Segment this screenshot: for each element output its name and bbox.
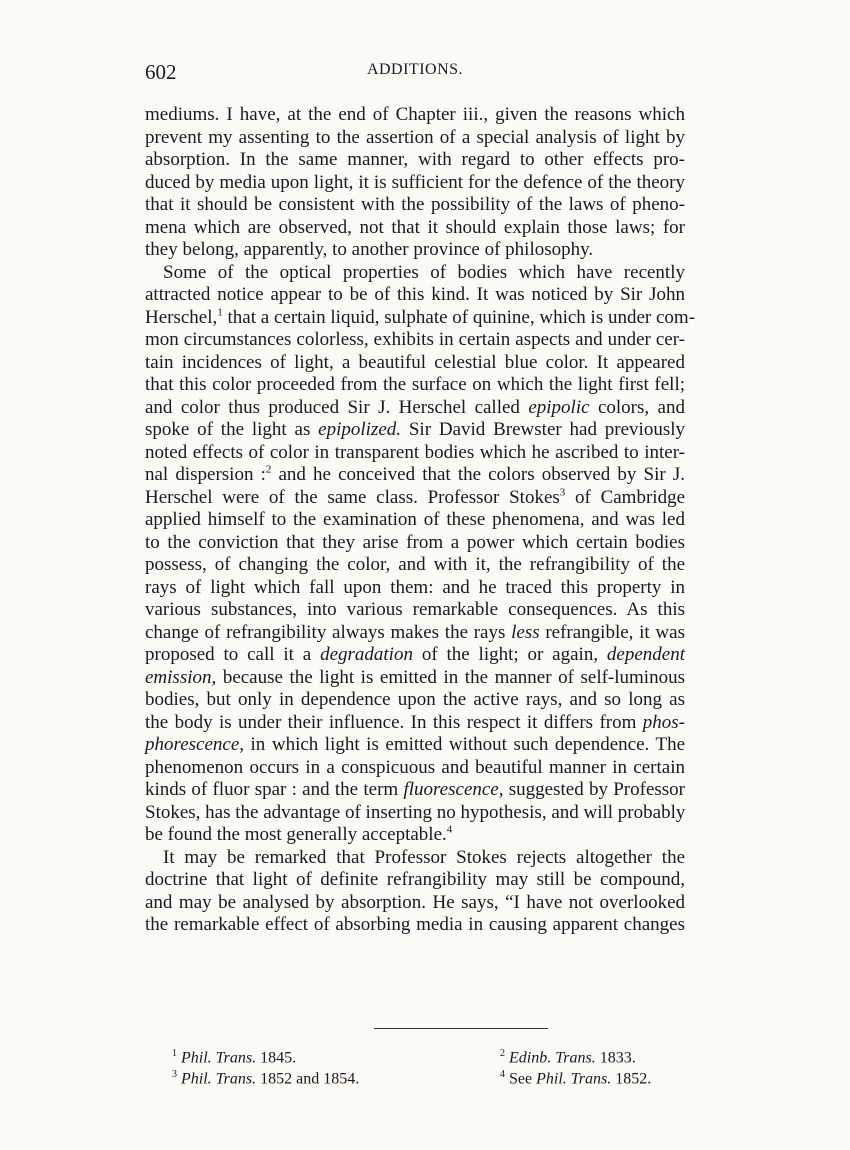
text-line: Some of the optical properties of bodies which have recently — [163, 261, 685, 283]
footnote-reference: 2 — [265, 463, 272, 476]
footnote-2: $^2$ Edinb. Trans. 1833. — [500, 1048, 636, 1067]
italic-text: epipolized. — [318, 419, 402, 440]
italic-text: Phil. Trans. — [536, 1070, 612, 1088]
text-line: duced by media upon light, it is sufficient for the defence of the theory — [145, 171, 685, 193]
footnote-1: $^1$ Phil. Trans. 1845. — [172, 1048, 297, 1067]
text-line: applied himself to the examination of these phenomena, and was led — [145, 509, 685, 530]
text-line: spoke of the light as epipolized. Sir David Brewster had previously — [145, 419, 686, 440]
text-line: emission, because the light is emitted in the manner of self-luminous — [145, 666, 685, 688]
text-line: Stokes, has the advantage of inserting no hypothesis, and will probably — [145, 801, 686, 823]
text-line: to the conviction that they arise from a power which certain bodies — [145, 531, 685, 553]
text-line: be found the most generally acceptable.$^4$ — [145, 823, 453, 845]
text-line: bodies, but only in dependence upon the active rays, and so long as — [145, 689, 685, 710]
footnote-reference: 4 — [446, 823, 453, 836]
running-head: ADDITIONS. — [366, 61, 464, 78]
footnote-mark: 2 — [500, 1048, 505, 1059]
text-line: the body is under their influence. In this respect it differs from phos- — [145, 711, 685, 733]
text-line: attracted notice appear to be of this kind. It was noticed by Sir John — [145, 284, 685, 305]
text-line: that it should be consistent with the possibility of the laws of pheno- — [145, 194, 685, 215]
text-line: absorption. In the same manner, with regard to other effects pro- — [145, 149, 685, 170]
text-line: prevent my assenting to the assertion of a special analysis of light by — [145, 126, 685, 148]
text-line: rays of light which fall upon them: and he traced this property in — [145, 576, 685, 598]
text-line: various substances, into various remarkable consequences. As this — [145, 599, 685, 620]
page-number: 602 — [145, 60, 177, 84]
italic-text: fluorescence, — [403, 779, 504, 800]
italic-text: epipolic — [528, 396, 590, 418]
text-line: the remarkable effect of absorbing media in causing apparent changes — [145, 914, 685, 935]
italic-text: Phil. Trans. — [181, 1070, 257, 1088]
italic-text: phos- — [642, 711, 685, 733]
footnote-mark: 3 — [172, 1069, 177, 1080]
page-header — [145, 60, 685, 86]
italic-text: phorescence, — [145, 734, 244, 755]
italic-text: less — [511, 621, 540, 643]
text-line: mena which are observed, not that it should explain those laws; for — [145, 216, 685, 238]
footnote-mark: 4 — [500, 1069, 505, 1080]
footnote-rule — [374, 1028, 548, 1029]
italic-text: emission, — [145, 666, 217, 688]
text-line: mon circumstances colorless, exhibits in certain aspects and under cer- — [145, 329, 685, 350]
body-text — [145, 104, 696, 937]
footnote-4: $^4$ See Phil. Trans. 1852. — [500, 1069, 652, 1088]
paragraph — [145, 261, 696, 847]
text-line: noted effects of color in transparent bodies which he ascribed to inter- — [145, 441, 685, 463]
italic-text: Phil. Trans. — [181, 1049, 257, 1067]
paragraph — [145, 847, 685, 937]
text-line: tain incidences of light, a beautiful celestial blue color. It appeared — [145, 351, 685, 373]
text-line: nal dispersion :$^2$ and he conceived that the colors observed by Sir J. — [145, 463, 685, 485]
italic-text: Edinb. Trans. — [509, 1049, 596, 1067]
text-line: It may be remarked that Professor Stokes rejects altogether the — [163, 846, 685, 868]
text-line: doctrine that light of definite refrangibility may still be compound, — [145, 869, 685, 890]
text-line: phenomenon occurs in a conspicuous and beautiful manner in certain — [145, 756, 685, 778]
text-line: and may be analysed by absorption. He says, “I have not overlooked — [145, 891, 685, 913]
italic-text: degradation — [320, 644, 413, 665]
text-line: proposed to call it a degradation of the light; or again, dependent — [145, 644, 685, 665]
text-line: Herschel were of the same class. Professor Stokes$^3$ of Cambridge — [145, 486, 685, 508]
text-line: that this color proceeded from the surface on which the light first fell; — [145, 374, 685, 395]
text-line: possess, of changing the color, and with it, the refrangibility of the — [145, 554, 685, 575]
footnote-mark: 1 — [172, 1048, 177, 1059]
text-line: Herschel,$^1$ that a certain liquid, sulphate of quinine, which is under com- — [145, 306, 696, 328]
paragraph — [145, 104, 685, 262]
italic-text: dependent — [606, 644, 685, 665]
text-line: they belong, apparently, to another province of philosophy. — [145, 239, 594, 260]
footnote-reference: 1 — [217, 306, 223, 319]
text-line: change of refrangibility always makes the rays less refrangible, it was — [145, 621, 685, 643]
text-line: mediums. I have, at the end of Chapter iii., given the reasons which — [145, 104, 685, 125]
text-line: and color thus produced Sir J. Herschel called epipolic colors, and — [145, 396, 685, 418]
text-line: kinds of fluor spar : and the term fluorescence, suggested by Professor — [145, 779, 685, 800]
footnote-3: $^3$ Phil. Trans. 1852 and 1854. — [172, 1069, 360, 1088]
footnote-reference: 3 — [559, 486, 566, 499]
text-line: phorescence, in which light is emitted without such dependence. The — [145, 734, 685, 755]
